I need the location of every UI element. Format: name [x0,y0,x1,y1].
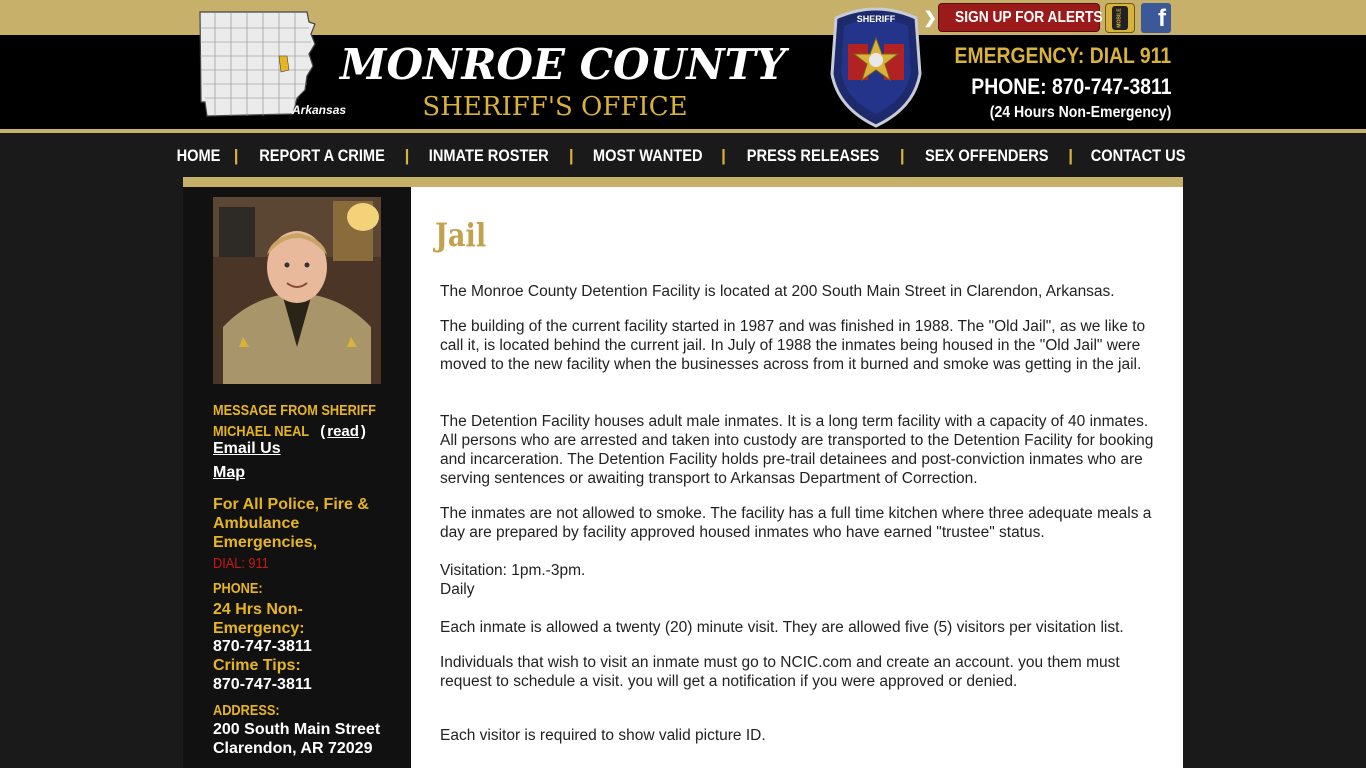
paragraph-smoking: The inmates are not allowed to smoke. The facility has a full time kitchen where three adequate meals a day are prepared by facility approved housed inmates who have earned "trustee" status. [440,505,1152,541]
nav-sex-offenders[interactable]: SEX OFFENDERS [924,146,1049,165]
site-title[interactable]: MONROE COUNTY [340,40,786,89]
crime-tips-label: Crime Tips: [213,657,301,674]
nav-separator: | [568,146,574,165]
address-line2: Clarendon, AR 72029 [213,740,373,757]
nav-report-a-crime[interactable]: REPORT A CRIME [258,146,385,165]
alerts-button-label: SIGN UP FOR ALERTS [954,8,1103,26]
nav-underline [183,177,1183,187]
nav-separator: | [404,146,410,165]
paragraph-location: The Monroe County Detention Facility is located at 200 South Main Street in Clarendon, Arkansas. [440,283,1115,300]
nav-press-releases[interactable]: PRESS RELEASES [746,146,880,165]
paragraph-visitation-days: Daily [440,581,475,598]
chevron-right-icon: ❯ [923,9,937,27]
badge-top-text: SHERIFF [856,14,896,24]
read-open: ( [320,423,326,440]
map-link[interactable]: Map [213,464,245,481]
sheriff-message [213,400,403,442]
nav-separator: | [721,146,726,165]
dial-911: DIAL: 911 [213,555,269,572]
nav-separator: | [233,146,239,165]
read-message-link[interactable]: read [327,423,359,440]
paragraph-facility: The Detention Facility houses adult male inmates. It is a long term facility with a capacity of 40 inmates. All persons who are arrested and taken into custody are transported to the Detention Facility for booking and incarceration. The Detention Facility holds pre-trail detainees and post-conviction inmates who are serving sentences or awaiting transport to Arkansas Department of Correction. [440,413,1154,487]
email-us-link[interactable]: Email Us [213,440,281,457]
mobile-app-icon[interactable] [1105,3,1135,33]
crime-tips-number: 870-747-3811 [213,676,312,693]
facebook-icon[interactable]: f [1141,3,1171,33]
page-title: Jail [435,216,487,254]
nav-contact-us[interactable]: CONTACT US [1090,146,1186,165]
message-line1: MESSAGE FROM SHERIFF [213,402,376,419]
paragraph-history: The building of the current facility started in 1987 and was finished in 1988. The "Old Jail", as we like to call it, is located behind the current jail. In July of 1988 the inmates being housed in the "Old Jail" were moved to the new facility when the businesses across from it burned and smoke was getting in the jail. [440,318,1146,373]
sheriff-badge-logo [826,4,926,128]
read-close: ) [360,423,366,440]
paragraph-visit-signup: Individuals that wish to visit an inmate must go to NCIC.com and create an account. you them must request to schedule a visit. you will get a notification if you were approved or denied. [440,654,1120,690]
site-subtitle: SHERIFF'S OFFICE [422,92,688,122]
sheriff-photo [213,197,381,384]
non-emergency-label: 24 Hrs Non-Emergency: [213,601,305,637]
nav-most-wanted[interactable]: MOST WANTED [592,146,703,165]
arkansas-map-icon [197,10,322,118]
main-nav [176,136,1186,176]
nav-home[interactable]: HOME [176,146,221,165]
nav-inmate-roster[interactable]: INMATE ROSTER [429,146,550,165]
address-line1: 200 South Main Street [213,721,381,738]
message-line2: MICHAEL NEAL [213,423,310,440]
phone-label: PHONE: [213,580,263,597]
mobile-label: MOBILE [1117,8,1124,28]
paragraph-picture-id: Each visitor is required to show valid picture ID. [440,727,766,744]
emergency-number: EMERGENCY: DIAL 911 [954,43,1171,68]
nav-separator: | [1068,146,1074,165]
nav-separator: | [899,146,905,165]
phone-number: PHONE: 870-747-3811 [970,74,1171,99]
emergencies-heading: For All Police, Fire & Ambulance Emergencies, [213,496,369,551]
paragraph-visit-length: Each inmate is allowed a twenty (20) minute visit. They are allowed five (5) visitors per visitation list. [440,619,1124,636]
address-label: ADDRESS: [213,702,280,719]
non-emergency-note: (24 Hours Non-Emergency) [989,104,1171,121]
non-emergency-number: 870-747-3811 [213,638,312,655]
state-label: Arkansas [292,103,347,117]
sign-up-alerts-button[interactable] [923,3,1103,32]
paragraph-visitation-hours: Visitation: 1pm.-3pm. [440,562,586,579]
